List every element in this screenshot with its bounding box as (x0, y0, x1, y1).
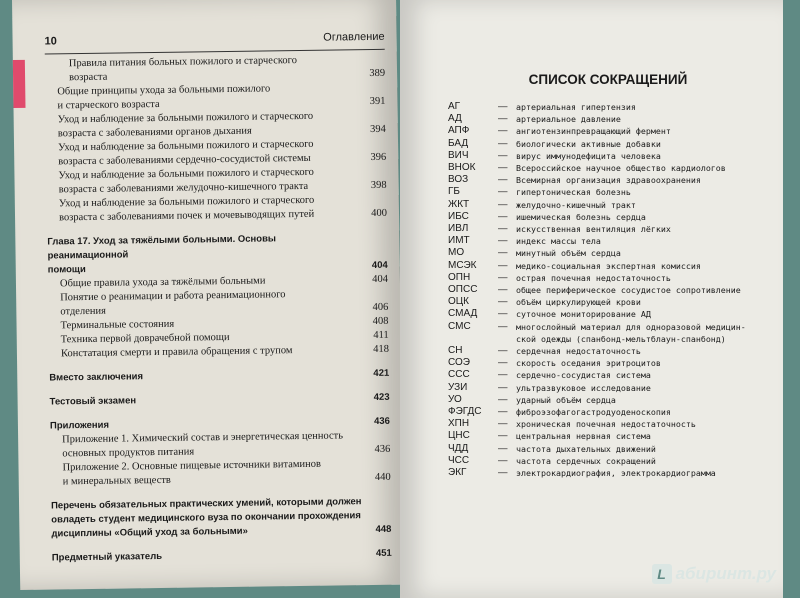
abbreviation-meaning: гипертоническая болезнь (516, 187, 631, 198)
abbreviation-dash: — (498, 223, 508, 235)
abbreviation-dash: — (498, 345, 508, 357)
abbreviation: СН (448, 345, 463, 357)
toc-entry-page: 421 (373, 367, 390, 379)
abbreviation-dash: — (498, 162, 508, 174)
abbreviation-row (448, 260, 768, 272)
abbreviation-row (448, 174, 768, 186)
abbreviation: ЧСС (448, 454, 470, 466)
abbreviation-row (448, 369, 768, 381)
abbreviation-row (448, 162, 768, 174)
abbreviation: ВОЗ (448, 174, 469, 186)
abbreviation: УЗИ (448, 381, 468, 393)
abbreviation: ЖКТ (448, 198, 470, 210)
abbreviation-meaning: вирус иммунодефицита человека (516, 150, 661, 161)
abbreviation-meaning: сердечная недостаточность (516, 346, 641, 357)
abbreviation-meaning: хроническая почечная недостаточность (516, 419, 696, 430)
abbreviation-meaning: индекс массы тела (516, 236, 601, 247)
abbreviation-meaning: скорость оседания эритроцитов (516, 358, 661, 369)
toc-entry-page: 440 (374, 471, 391, 483)
toc-entry-title: Техника первой доврачебной помощи (60, 331, 230, 346)
abbreviation: ИМТ (448, 235, 470, 247)
abbreviation: ОЦК (448, 296, 470, 308)
abbreviation-meaning: многослойный материал для одноразовой медицин- (516, 321, 746, 332)
abbreviation-dash: — (498, 198, 508, 210)
page-number: 10 (44, 35, 57, 48)
abbreviation-row (448, 357, 768, 369)
abbreviation: ФЭГДС (448, 406, 482, 418)
abbreviation: СОЭ (448, 357, 470, 369)
abbreviation-dash: — (498, 454, 508, 466)
abbreviation-meaning: острая почечная недостаточность (516, 272, 671, 283)
toc-entry-page: 408 (372, 315, 389, 327)
abbreviation-dash: — (498, 174, 508, 186)
abbreviation-dash: — (498, 406, 508, 418)
abbreviation-dash: — (498, 442, 508, 454)
abbreviation-meaning: ударный объём сердца (516, 394, 616, 405)
abbreviation: ГБ (448, 186, 460, 198)
abbreviation-meaning: искусственная вентиляция лёгких (516, 224, 671, 235)
toc-entry (50, 391, 390, 410)
abbreviation-meaning: объём циркулирующей крови (516, 297, 641, 308)
abbreviation-meaning: суточное мониторирование АД (516, 309, 651, 320)
abbreviation-meaning: желудочно-кишечный тракт (516, 199, 636, 210)
abbreviation-meaning: частота сердечных сокращений (516, 455, 656, 466)
toc-entry-title: Глава 17. Уход за тяжёлыми больными. Основы реанимационной (47, 233, 277, 262)
abbreviation-row (448, 406, 768, 418)
abbreviation: ВНОК (448, 162, 476, 174)
abbreviation: БАД (448, 137, 469, 149)
toc-entry-title: Уход и наблюдение за больными пожилого и старческого (58, 194, 315, 210)
abbreviation-row (448, 125, 768, 137)
abbreviations-title: СПИСОК СОКРАЩЕНИЙ (528, 72, 688, 87)
toc-entry-title: овладеть студент медицинского вуза по окончании прохождения (51, 510, 361, 526)
toc-entry-title: и минеральных веществ (62, 474, 171, 488)
abbreviation-meaning: фиброэзофагогастродуоденоскопия (516, 407, 671, 418)
abbreviation-dash: — (498, 284, 508, 296)
left-page (12, 0, 404, 590)
abbreviation-meaning: центральная нервная система (516, 431, 651, 442)
toc-entry-title: отделения (60, 305, 106, 318)
right-page (400, 0, 783, 598)
abbreviation-row (448, 199, 768, 211)
abbreviation-row (448, 394, 768, 406)
abbreviation: ВИЧ (448, 149, 469, 161)
toc-entry-title: Приложение 2. Основные пищевые источники витаминов (62, 458, 322, 474)
abbreviation: ССС (448, 369, 470, 381)
abbreviation-row (448, 138, 768, 150)
abbreviations-list (448, 101, 768, 479)
abbreviation-meaning: медико-социальная экспертная комиссия (516, 260, 701, 271)
toc-entry-page: 396 (370, 151, 387, 164)
toc-entry-page: 389 (369, 67, 386, 80)
toc-entry-page: 404 (372, 273, 389, 285)
abbreviation-row (448, 308, 768, 320)
toc-entry-title: Тестовый экзамен (49, 395, 137, 408)
toc-entry (52, 547, 392, 566)
abbreviation-dash: — (498, 430, 508, 442)
toc-entry-title: и старческого возраста (57, 98, 160, 112)
abbreviation-dash: — (498, 381, 508, 393)
abbreviation: ОПСС (448, 284, 478, 296)
abbreviation: ИВЛ (448, 223, 469, 235)
toc-entry-title: возраста с заболеваниями органов дыхания (57, 125, 252, 140)
abbreviation-row (448, 284, 768, 296)
abbreviation: АД (448, 113, 462, 125)
abbreviation-row (448, 113, 768, 125)
toc-entry-title: Общие правила ухода за тяжёлыми больными (59, 275, 266, 290)
toc-entry-page: 436 (374, 443, 391, 455)
abbreviation-dash: — (498, 271, 508, 283)
abbreviation-row (448, 321, 768, 333)
toc-entry-title: Уход и наблюдение за больными пожилого и старческого (57, 110, 314, 126)
abbreviation-dash: — (498, 320, 508, 332)
abbreviation-meaning: ультразвуковое исследование (516, 382, 651, 393)
abbreviation-dash: — (498, 186, 508, 198)
toc-entry-page: 406 (372, 301, 389, 313)
toc-entry-title: Приложение 1. Химический состав и энергетическая ценность (62, 430, 344, 446)
toc-entry-page: 451 (375, 547, 392, 559)
abbreviation-row (448, 150, 768, 162)
abbreviation-row (448, 223, 768, 235)
labirint-logo-icon: L (652, 564, 672, 584)
abbreviation-meaning: Всемирная организация здравоохранения (516, 175, 701, 186)
toc-entry-title: Общие принципы ухода за больными пожилого (57, 83, 271, 98)
abbreviation-meaning: частота дыхательных движений (516, 443, 656, 454)
abbreviation-dash: — (498, 125, 508, 137)
abbreviation-meaning: Всероссийское научное общество кардиологов (516, 163, 726, 174)
abbreviation-row (448, 382, 768, 394)
toc-entry (49, 367, 389, 386)
abbreviation-meaning: артериальное давление (516, 114, 621, 125)
abbreviation-row (448, 101, 768, 113)
abbreviation-row (448, 455, 768, 467)
abbreviation: УО (448, 393, 462, 405)
toc-entry-page: 404 (371, 259, 388, 272)
abbreviation: ИБС (448, 210, 469, 222)
toc-entry-title: Констатация смерти и правила обращения с трупом (60, 345, 293, 360)
abbreviation-row (448, 211, 768, 223)
abbreviation-dash: — (498, 418, 508, 430)
toc-entry-title: дисциплины «Общий уход за больными» (51, 525, 248, 540)
abbreviation-dash (498, 333, 516, 345)
abbreviation-dash: — (498, 296, 508, 308)
toc-entry-page: 398 (370, 179, 387, 192)
abbreviation-dash: — (498, 308, 508, 320)
toc-entry-title: Терминальные состояния (60, 318, 175, 332)
toc-entry-title: возраста с заболеваниями желудочно-кишечного тракта (58, 180, 309, 196)
abbreviation-row (448, 272, 768, 284)
abbreviation-row (448, 247, 768, 259)
abbreviation-meaning: минутный объём сердца (516, 248, 621, 259)
abbreviation (448, 333, 498, 345)
toc-entry-page: 418 (373, 343, 389, 355)
abbreviation: ЭКГ (448, 467, 467, 479)
toc-entry-title: возраста (69, 71, 108, 84)
toc-entry-title: Уход и наблюдение за больными пожилого и старческого (58, 166, 314, 182)
abbreviation: МО (448, 247, 465, 259)
toc-entry-title: Предметный указатель (51, 550, 163, 564)
toc-entry-title: Перечень обязательных практических умений, которыми должен (50, 496, 362, 512)
toc-entry-page: 436 (373, 415, 390, 427)
toc-entry-title: возраста с заболеваниями почек и мочевыводящих путей (58, 208, 315, 224)
abbreviation-row (448, 430, 768, 442)
toc-entry-page: 391 (369, 95, 386, 108)
bookmark-tab (13, 60, 26, 108)
abbreviation-dash: — (498, 247, 508, 259)
toc-entry-page: 394 (370, 123, 386, 136)
abbreviation-dash: — (498, 369, 508, 381)
page-header (44, 31, 384, 55)
abbreviation-dash: — (498, 393, 508, 405)
watermark-text: абиринт.ру (675, 564, 776, 583)
toc-entry-page: 411 (373, 329, 389, 341)
abbreviation-meaning: биологически активные добавки (516, 138, 661, 149)
abbreviation-dash: — (498, 149, 508, 161)
abbreviation-meaning: ишемическая болезнь сердца (516, 211, 646, 222)
abbreviation-dash: — (498, 113, 508, 125)
abbreviation-row (448, 333, 768, 345)
toc-entry-page: 400 (371, 207, 388, 220)
abbreviation: СМС (448, 320, 471, 332)
abbreviation: АПФ (448, 125, 470, 137)
abbreviation-dash: — (498, 101, 508, 112)
toc-entry-title: возраста с заболеваниями сердечно-сосудистой системы (58, 152, 311, 168)
abbreviation-meaning: сердечно-сосудистая система (516, 370, 651, 381)
abbreviation-row (448, 186, 768, 198)
abbreviation-row (448, 345, 768, 357)
abbreviation: МСЭК (448, 259, 477, 271)
abbreviation: ХПН (448, 418, 470, 430)
abbreviation: СМАД (448, 308, 478, 320)
abbreviation-dash: — (498, 235, 508, 247)
toc-entry-page: 448 (375, 523, 392, 535)
abbreviation-meaning: ангиотензинпревращающий фермент (516, 126, 671, 137)
toc-entry-title: помощи (47, 263, 86, 276)
abbreviation-dash: — (498, 137, 508, 149)
abbreviation-dash: — (498, 467, 508, 479)
toc-entry-title: Приложения (49, 419, 110, 432)
abbreviation-dash: — (498, 210, 508, 222)
abbreviation-dash: — (498, 357, 508, 369)
toc-entry-title: основных продуктов питания (62, 446, 195, 460)
toc-entry-page: 423 (373, 391, 390, 403)
abbreviation-meaning: артериальная гипертензия (516, 102, 636, 112)
abbreviation-row (448, 443, 768, 455)
abbreviation: ЦНС (448, 430, 470, 442)
toc-entry-title: Вместо заключения (49, 371, 144, 384)
abbreviation: ОПН (448, 271, 471, 283)
abbreviation-meaning: ской одежды (спанбонд-мельтблаун-спанбонд) (516, 333, 726, 344)
table-of-contents (45, 53, 392, 566)
toc-entry-title: Правила питания больных пожилого и старческого (68, 55, 298, 70)
abbreviation-meaning: электрокардиография, электрокардиограмма (516, 468, 716, 479)
abbreviation-dash: — (498, 259, 508, 271)
section-title: Оглавление (323, 30, 385, 44)
abbreviation-row (448, 235, 768, 247)
abbreviation-row (448, 296, 768, 308)
watermark (652, 564, 776, 584)
toc-entry-title: Уход и наблюдение за больными пожилого и старческого (57, 138, 314, 154)
abbreviation-row (448, 418, 768, 430)
abbreviation: АГ (448, 101, 461, 112)
abbreviation: ЧДД (448, 442, 469, 454)
abbreviation-row (448, 467, 768, 479)
abbreviation-meaning: общее периферическое сосудистое сопротивление (516, 285, 741, 296)
toc-entry-title: Понятие о реанимации и работа реанимационного (60, 289, 286, 304)
